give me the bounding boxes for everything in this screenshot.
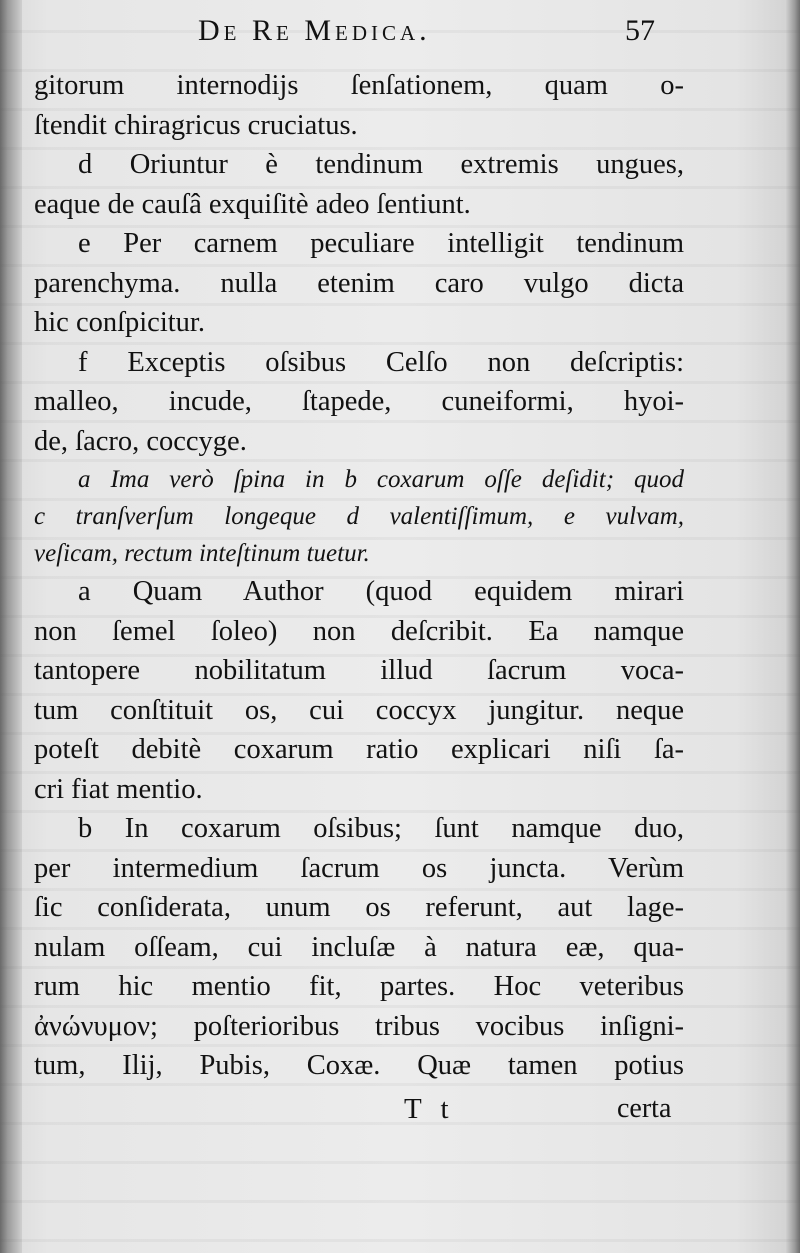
text-line: ſtendit chiragricus cruciatus.: [34, 109, 358, 141]
text-line: de, ſacro, coccyge.: [34, 425, 247, 457]
text-line: veſicam, rectum inteſtinum tuetur.: [34, 540, 370, 567]
catchword: certa: [617, 1093, 672, 1124]
text-line: malleo, incude, ſtapede, cuneiformi, hyoi-: [34, 386, 684, 417]
text-line: a Ima verò ſpina in b coxarum oſſe deſidit; quod: [78, 466, 684, 493]
text-line: tantopere nobilitatum illud ſacrum voca-: [34, 655, 684, 686]
text-line: hic conſpicitur.: [34, 307, 205, 338]
page-edge-shadow: [786, 0, 800, 1253]
text-line: ſic conſiderata, unum os referunt, aut lage-: [34, 892, 684, 923]
text-line: f Exceptis oſsibus Celſo non deſcriptis:: [78, 346, 684, 378]
page-number: 57: [625, 14, 655, 47]
text-line: rum hic mentio fit, partes. Hoc veteribus: [34, 971, 684, 1002]
text-line: tum, Ilij, Pubis, Coxæ. Quæ tamen potius: [34, 1050, 684, 1081]
text-line: d Oriuntur è tendinum extremis ungues,: [78, 149, 684, 180]
text-line: poteſt debitè coxarum ratio explicari niſi ſa-: [34, 734, 684, 765]
running-title: De Re Medica.: [198, 14, 431, 47]
text-line: per intermedium ſacrum os juncta. Verùm: [34, 852, 684, 884]
signature-mark: T t: [404, 1093, 455, 1125]
text-line: eaque de cauſâ exquiſitè adeo ſentiunt.: [34, 188, 471, 220]
body-text: [34, 66, 684, 1086]
text-line: cri fiat mentio.: [34, 773, 203, 805]
text-line: gitorum internodijs ſenſationem, quam o-: [34, 70, 684, 101]
page-gutter-shadow: [0, 0, 22, 1253]
text-line: non ſemel ſoleo) non deſcribit. Ea namque: [34, 615, 684, 647]
text-line: ἀνώνυμον; poſterioribus tribus vocibus inſigni-: [34, 1010, 684, 1042]
text-line: nulam oſſeam, cui incluſæ à natura eæ, qua-: [34, 931, 684, 963]
text-line: a Quam Author (quod equidem mirari: [78, 576, 684, 607]
page-footer: [0, 1093, 800, 1133]
page-header: [0, 14, 800, 62]
text-line: parenchyma. nulla etenim caro vulgo dicta: [34, 267, 684, 299]
text-line: tum conſtituit os, cui coccyx jungitur. neque: [34, 694, 684, 726]
text-line: e Per carnem peculiare intelligit tendinum: [78, 228, 684, 259]
text-line: c tranſverſum longeque d valentiſſimum, e vulvam,: [34, 503, 684, 530]
text-line: b In coxarum oſsibus; ſunt namque duo,: [78, 813, 684, 844]
